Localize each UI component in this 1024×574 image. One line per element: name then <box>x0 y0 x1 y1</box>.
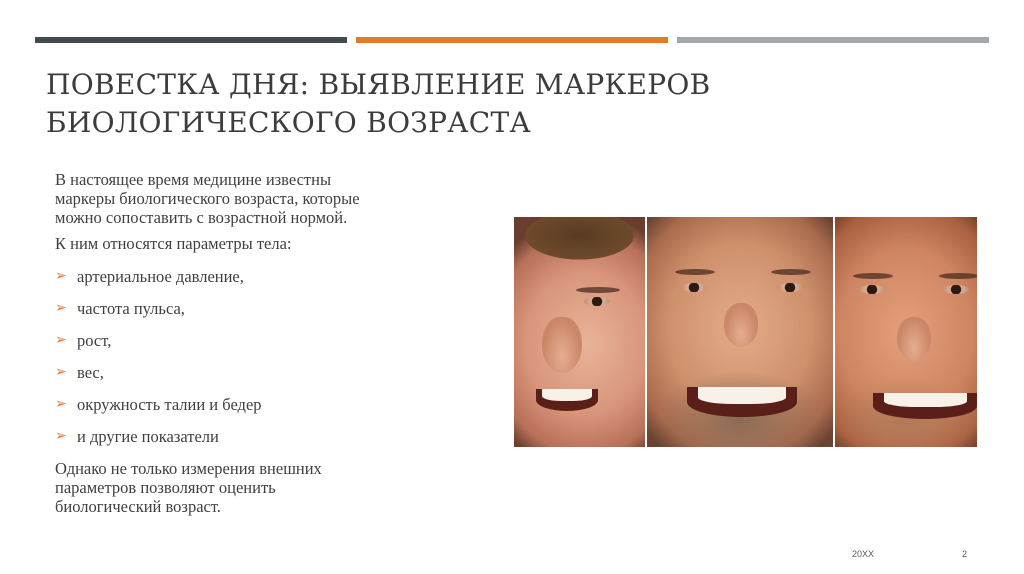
eyebrow-shape <box>675 269 715 275</box>
bullet-item <box>55 324 475 356</box>
bullet-text: и другие показатели <box>77 426 219 446</box>
older-man-face-image <box>835 217 977 447</box>
intro-paragraph <box>55 170 475 227</box>
bullet-item <box>55 260 475 292</box>
eyebrow-shape <box>576 287 620 293</box>
nose-shape <box>542 317 582 373</box>
intro-line-3: можно сопоставить с возрастной нормой. <box>55 208 348 227</box>
eyebrow-shape <box>853 273 893 279</box>
bullet-item <box>55 356 475 388</box>
bullet-text: окружность талии и бедер <box>77 394 262 414</box>
faces-photo <box>514 217 977 447</box>
bullet-item <box>55 292 475 324</box>
eye-shape <box>584 297 610 306</box>
accent-bar-orange <box>356 37 668 43</box>
arrowhead-bullet-icon: ➢ <box>55 331 67 348</box>
arrowhead-bullet-icon: ➢ <box>55 363 67 380</box>
accent-bar-gray <box>677 37 989 43</box>
eyebrow-shape <box>771 269 811 275</box>
intro-line-2: маркеры биологического возраста, которые <box>55 189 360 208</box>
eye-shape <box>777 283 803 292</box>
smile-shape <box>873 393 977 419</box>
lead-paragraph: К ним относятся параметры тела: <box>55 234 292 253</box>
footer-date: 20XX <box>852 549 875 559</box>
closing-line-1: Однако не только измерения внешних <box>55 459 322 478</box>
bullet-text: артериальное давление, <box>77 266 244 286</box>
slide-title <box>46 66 806 142</box>
eye-shape <box>943 285 969 294</box>
eyebrow-shape <box>939 273 977 279</box>
arrowhead-bullet-icon: ➢ <box>55 395 67 412</box>
body-text <box>55 170 475 523</box>
arrowhead-bullet-icon: ➢ <box>55 427 67 444</box>
intro-line-1: В настоящее время медицине известны <box>55 170 332 189</box>
closing-line-3: биологический возраст. <box>55 497 221 516</box>
slide-title-line-2: БИОЛОГИЧЕСКОГО ВОЗРАСТА <box>46 106 531 139</box>
page-number: 2 <box>962 549 968 559</box>
arrowhead-bullet-icon: ➢ <box>55 299 67 316</box>
bullet-text: частота пульса, <box>77 298 185 318</box>
closing-paragraph <box>55 459 475 516</box>
closing-line-2: параметров позволяют оценить <box>55 478 276 497</box>
eye-shape <box>859 285 885 294</box>
nose-shape <box>724 303 758 347</box>
bullet-list <box>55 260 475 452</box>
slide-title-line-1: ПОВЕСТКА ДНЯ: ВЫЯВЛЕНИЕ МАРКЕРОВ <box>46 68 711 101</box>
adult-man-face-image <box>647 217 833 447</box>
bullet-item <box>55 388 475 420</box>
smile-shape <box>536 389 598 411</box>
accent-bar-dark <box>35 37 347 43</box>
child-face-image <box>514 217 645 447</box>
bullet-text: рост, <box>77 330 112 350</box>
bullet-item <box>55 420 475 452</box>
bullet-text: вес, <box>77 362 104 382</box>
nose-shape <box>897 317 931 361</box>
eye-shape <box>681 283 707 292</box>
arrowhead-bullet-icon: ➢ <box>55 267 67 284</box>
smile-shape <box>687 387 797 417</box>
